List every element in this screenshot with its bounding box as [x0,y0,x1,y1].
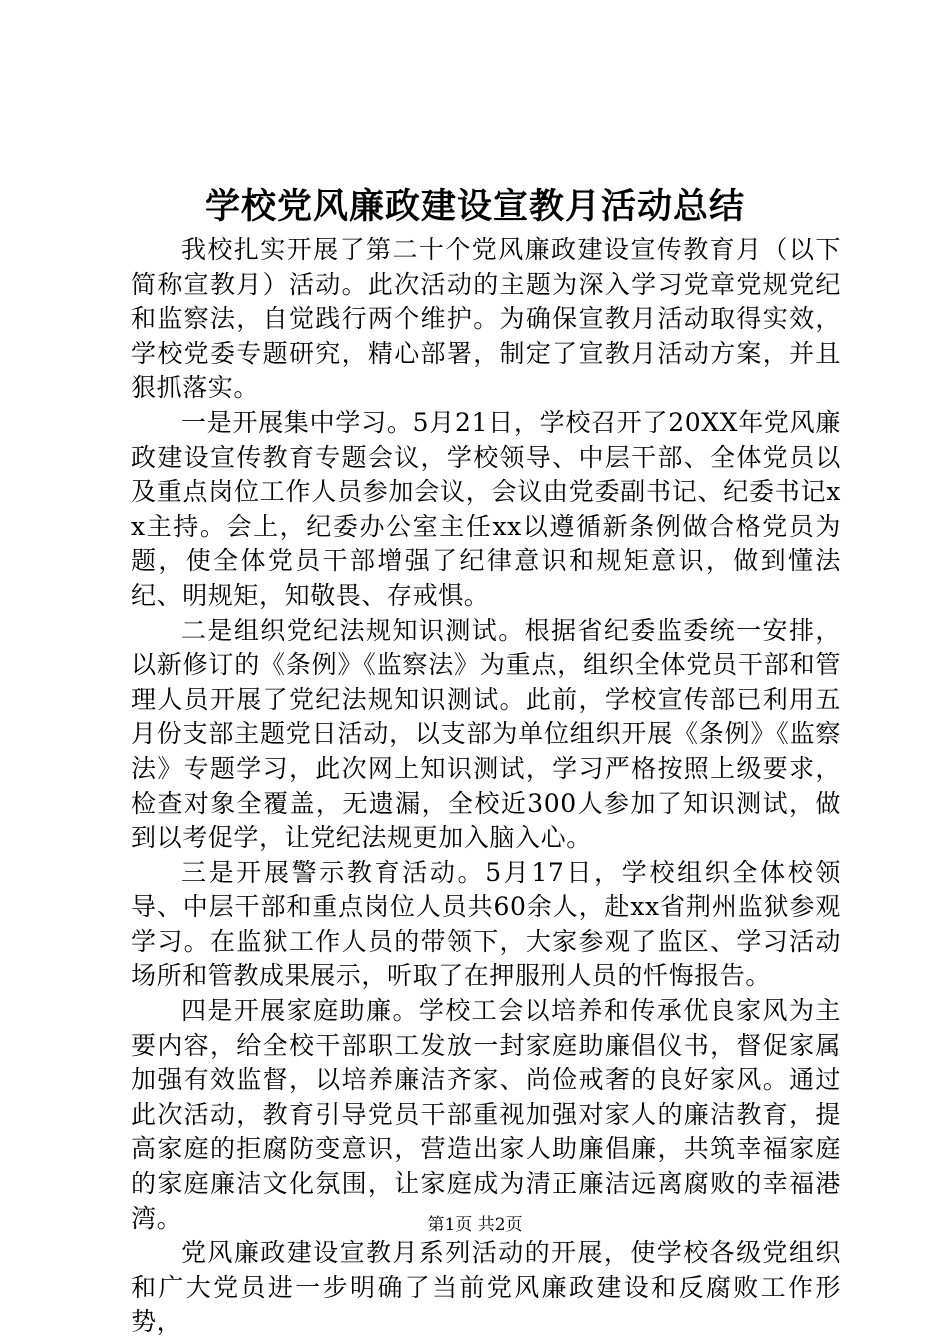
paragraph-conclusion: 党风廉政建设宣教月系列活动的开展，使学校各级党组织和广大党员进一步明确了当前党风廉政建设和反腐败工作形势， [131,1238,841,1337]
page-number-footer: 第1页 共2页 [427,1215,523,1235]
paragraph-intro: 我校扎实开展了第二十个党风廉政建设宣传教育月（以下简称宣教月）活动。此次活动的主题为深入学习党章党规党纪和监察法，自觉践行两个维护。为确保宣教月活动取得实效，学校党委专题研究，精心部署，制定了宣教月活动方案，并且狠抓落实。 [131,235,841,403]
paragraph-item-4: 四是开展家庭助廉。学校工会以培养和传承优良家风为主要内容，给全校干部职工发放一封家庭助廉倡仪书，督促家属加强有效监督，以培养廉洁齐家、尚俭戒奢的良好家风。通过此次活动，教育引导党员干部重视加强对家人的廉洁教育，提高家庭的拒腐防变意识，营造出家人助廉倡廉，共筑幸福家庭的家庭廉洁文化氛围，让家庭成为清正廉洁远离腐败的幸福港湾。 [131,996,841,1233]
paragraph-item-2: 二是组织党纪法规知识测试。根据省纪委监委统一安排，以新修订的《条例》《监察法》为重点，组织全体党员干部和管理人员开展了党纪法规知识测试。此前，学校宣传部已利用五月份支部主题党日活动，以支部为单位组织开展《条例》《监察法》专题学习，此次网上知识测试，学习严格按照上级要求，检查对象全覆盖，无遗漏，全校近300人参加了知识测试，做到以考促学，让党纪法规更加入脑入心。 [131,615,841,853]
document-body [131,233,841,1340]
document-title: 学校党风廉政建设宣教月活动总结 [204,186,745,227]
paragraph-item-3: 三是开展警示教育活动。5月17日，学校组织全体校领导、中层干部和重点岗位人员共60余人，赴xx省荆州监狱参观学习。在监狱工作人员的带领下，大家参观了监区、学习活动场所和管教成果展示，听取了在押服刑人员的忏悔报告。 [131,857,841,991]
paragraph-item-1: 一是开展集中学习。5月21日，学校召开了20XX年党风廉政建设宣传教育专题会议，学校领导、中层干部、全体党员以及重点岗位工作人员参加会议，会议由党委副书记、纪委书记xx主持。会上，纪委办公室主任xx以遵循新条例做合格党员为题，使全体党员干部增强了纪律意识和规矩意识，做到懂法纪、明规矩，知敬畏、存戒惧。 [131,407,841,610]
